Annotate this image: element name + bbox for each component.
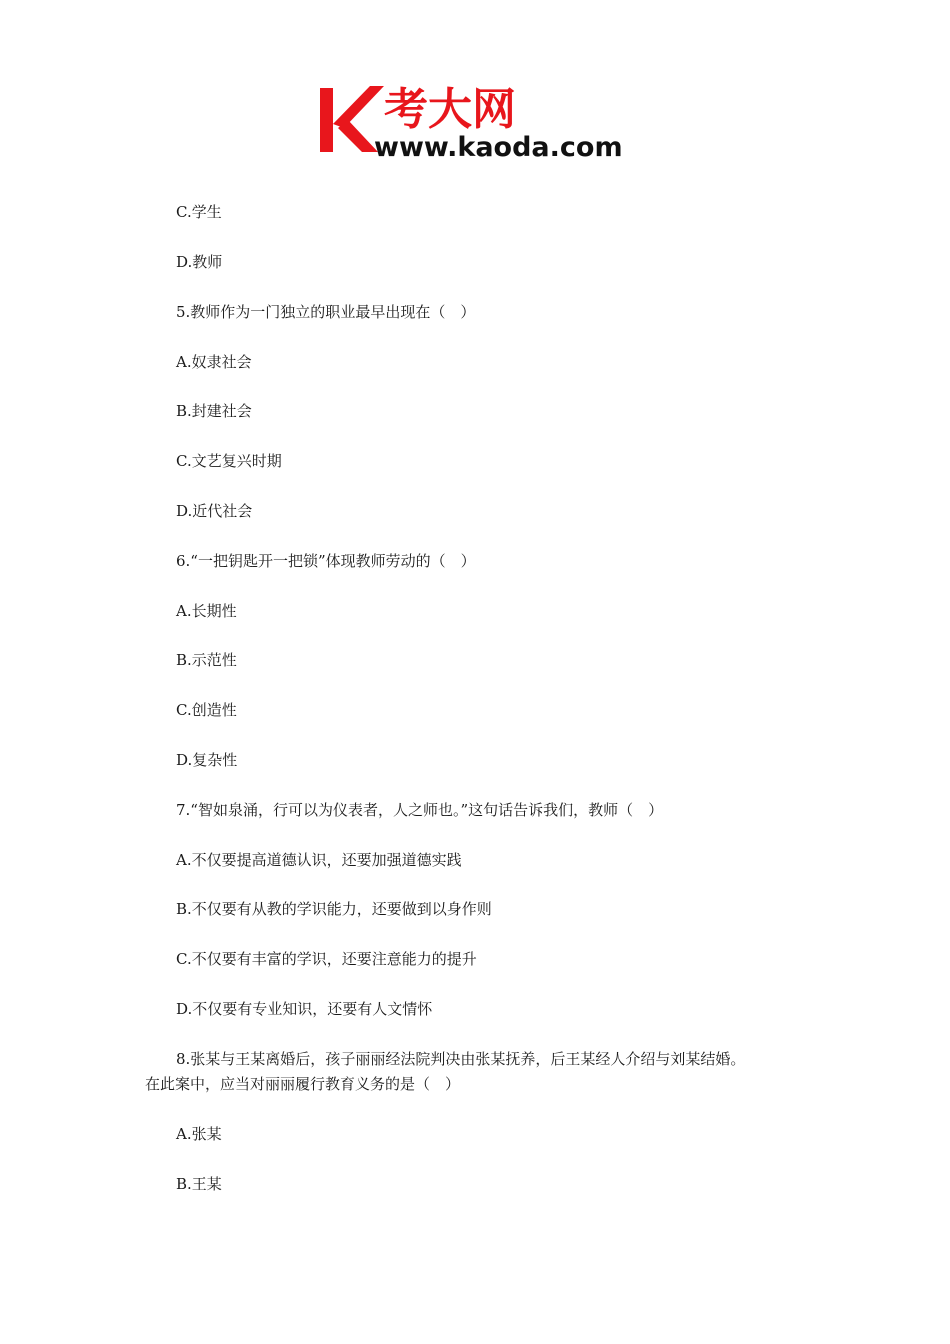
question-6: 6.“一把钥匙开一把锁”体现教师劳动的（ ） [176,552,476,570]
option-6b: B.示范性 [176,651,237,669]
option-8b: B.王某 [176,1175,222,1193]
option-4d: D.教师 [176,253,223,271]
question-7: 7.“智如泉涌，行可以为仪表者，人之师也。”这句话告诉我们，教师（ ） [176,801,664,819]
question-5: 5.教师作为一门独立的职业最早出现在（ ） [176,303,476,321]
option-5d: D.近代社会 [176,502,253,520]
option-4c: C.学生 [176,203,222,221]
option-5b: B.封建社会 [176,402,252,420]
option-5c: C.文艺复兴时期 [176,452,282,470]
option-6d: D.复杂性 [176,751,238,769]
option-6a: A.长期性 [176,602,237,620]
option-8a: A.张某 [176,1125,222,1143]
kaoda-logo-graphic [318,82,638,162]
option-7d: D.不仅要有专业知识，还要有人文情怀 [176,1000,433,1018]
brand-url-text: www.kaoda.com [374,132,623,162]
option-7c: C.不仅要有丰富的学识，还要注意能力的提升 [176,950,477,968]
question-8-line-2: 在此案中，应当对丽丽履行教育义务的是（ ） [145,1075,461,1093]
option-7a: A.不仅要提高道德认识，还要加强道德实践 [176,851,462,869]
option-5a: A.奴隶社会 [176,353,252,371]
kaoda-logo [318,82,638,162]
option-6c: C.创造性 [176,701,237,719]
brand-cn-text: 考大网 [384,84,516,135]
option-7b: B.不仅要有从教的学识能力，还要做到以身作则 [176,900,492,918]
question-8-line-1: 8.张某与王某离婚后，孩子丽丽经法院判决由张某抚养，后王某经人介绍与刘某结婚。 [176,1050,746,1068]
